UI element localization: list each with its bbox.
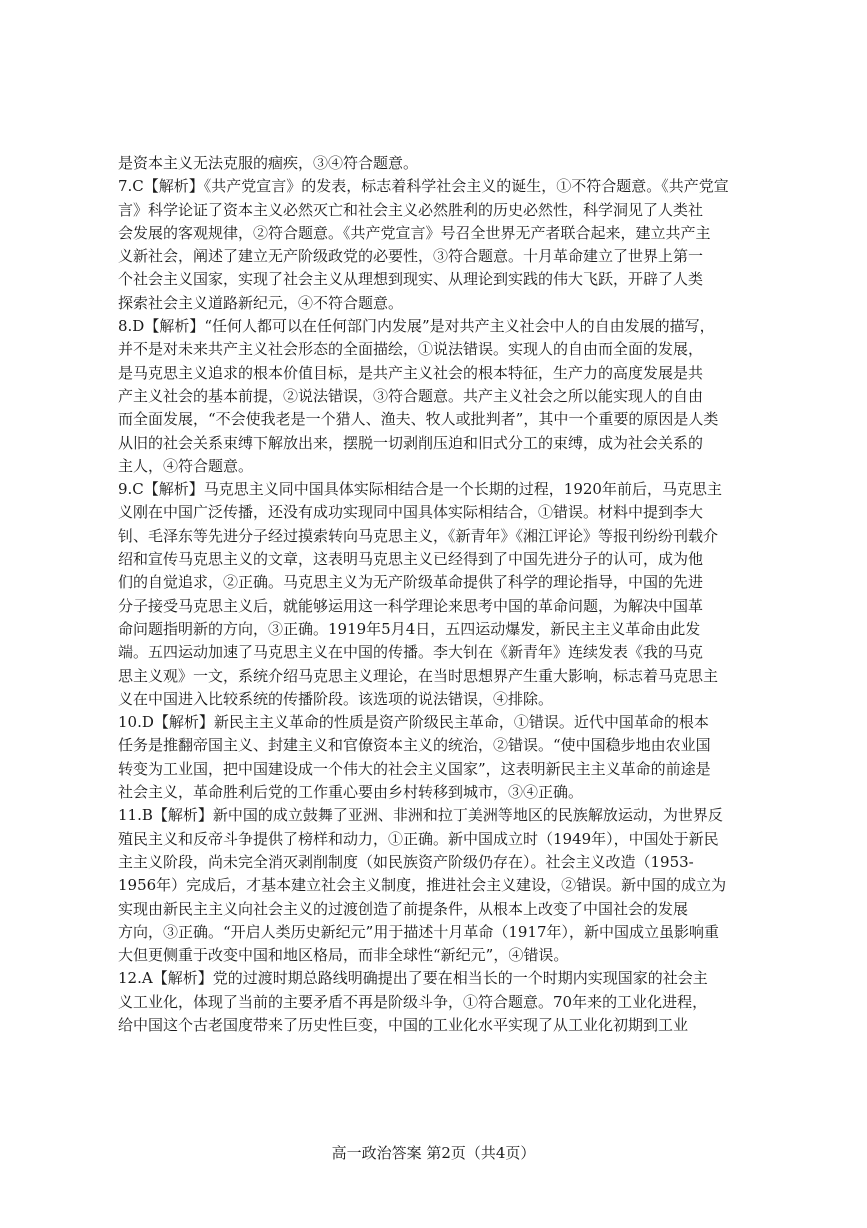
text-line: 主人，④符合题意。: [118, 456, 254, 475]
answer-text-body: [118, 152, 758, 1037]
text-line: 会发展的客观规律，②符合题意。《共产党宣言》号召全世界无产者联合起来，建立共产主: [118, 223, 711, 242]
page-footer: 高一政治答案 第2页（共4页）: [331, 1144, 536, 1162]
text-line: 10.D【解析】新民主主义革命的性质是资产阶级民主革命，①错误。近代中国革命的根本: [118, 713, 709, 732]
text-line: 们的自觉追求，②正确。马克思主义为无产阶级革命提供了科学的理论指导，中国的先进: [118, 573, 704, 592]
text-line: 实现由新民主主义向社会主义的过渡创造了前提条件，从根本上改变了中国社会的发展: [118, 899, 689, 918]
text-line: 并不是对未来共产主义社会形态的全面描绘，①说法错误。实现人的自由而全面的发展，: [118, 340, 704, 359]
text-line: 殖民主义和反帝斗争提供了榜样和动力，①正确。新中国成立时（1949年），中国处于新民: [118, 829, 719, 848]
text-line: 义新社会，阐述了建立无产阶级政党的必要性，③符合题意。十月革命建立了世界上第一: [118, 247, 704, 266]
text-line: 7.C【解析】《共产党宣言》的发表，标志着科学社会主义的诞生，①不符合题意。《共产党宣: [118, 177, 729, 196]
text-line: 端。五四运动加速了马克思主义在中国的传播。李大钊在《新青年》连续发表《我的马克: [118, 643, 704, 662]
text-line: 方向，③正确。“开启人类历史新纪元”用于描述十月革命（1917年），新中国成立虽影响重: [118, 922, 720, 941]
text-line: 义在中国进入比较系统的传播阶段。该选项的说法错误，④排除。: [118, 689, 554, 708]
text-line: 社会主义，革命胜利后党的工作重心要由乡村转移到城市，③④正确。: [118, 783, 584, 802]
text-line: 给中国这个古老国度带来了历史性巨变，中国的工业化水平实现了从工业化初期到工业: [118, 1015, 689, 1034]
text-line: 义工业化，体现了当前的主要矛盾不再是阶级斗争，①符合题意。70年来的工业化进程，: [118, 992, 708, 1011]
text-line: 言》科学论证了资本主义必然灭亡和社会主义必然胜利的历史必然性，科学洞见了人类社: [118, 200, 704, 219]
text-line: 大但更侧重于改变中国和地区格局，而非全球性“新纪元”，④错误。: [118, 946, 569, 965]
text-line: 主主义阶段，尚未完全消灭剥削制度（如民族资产阶级仍存在）。社会主义改造（1953-: [118, 852, 694, 871]
text-line: 是资本主义无法克服的痼疾，③④符合题意。: [118, 154, 419, 172]
text-line: 探索社会主义道路新纪元，④不符合题意。: [118, 293, 404, 312]
text-line: 11.B【解析】新中国的成立鼓舞了亚洲、非洲和拉丁美洲等地区的民族解放运动，为世界反: [118, 806, 723, 825]
text-line: 思主义观》一文，系统介绍马克思主义理论，在当时思想界产生重大影响，标志着马克思主: [118, 666, 719, 685]
text-line: 义刚在中国广泛传播，还没有成功实现同中国具体实际相结合，①错误。材料中提到李大: [118, 503, 704, 522]
text-line: 8.D【解析】“任何人都可以在任何部门内发展”是对共产主义社会中人的自由发展的描写，: [118, 317, 715, 336]
text-line: 转变为工业国，把中国建设成一个伟大的社会主义国家”，这表明新民主主义革命的前途是: [118, 759, 711, 778]
text-line: 产主义社会的基本前提，②说法错误，③符合题意。共产主义社会之所以能实现人的自由: [118, 386, 704, 405]
text-line: 钊、毛泽东等先进分子经过摸索转向马克思主义，《新青年》《湘江评论》等报刊纷纷刊载介: [118, 526, 719, 545]
text-line: 9.C【解析】马克思主义同中国具体实际相结合是一个长期的过程，1920年前后，马克思主: [118, 480, 722, 499]
text-line: 1956年）完成后，才基本建立社会主义制度，推进社会主义建设，②错误。新中国的成立为: [118, 876, 727, 895]
text-line: 绍和宣传马克思主义的文章，这表明马克思主义已经得到了中国先进分子的认可，成为他: [118, 550, 704, 569]
text-line: 任务是推翻帝国主义、封建主义和官僚资本主义的统治，②错误。“使中国稳步地由农业国: [118, 736, 711, 755]
text-line: 12.A【解析】党的过渡时期总路线明确提出了要在相当长的一个时期内实现国家的社会主: [118, 969, 708, 988]
text-line: 分子接受马克思主义后，就能够运用这一科学理论来思考中国的革命问题，为解决中国革: [118, 596, 704, 615]
text-line: 个社会主义国家，实现了社会主义从理想到现实、从理论到实践的伟大飞跃，开辟了人类: [118, 270, 704, 289]
text-line: 而全面发展，“不会使我老是一个猎人、渔夫、牧人或批判者”，其中一个重要的原因是人类: [118, 410, 719, 429]
text-line: 是马克思主义追求的根本价值目标，是共产主义社会的根本特征，生产力的高度发展是共: [118, 363, 704, 382]
text-line: 命问题指明新的方向，③正确。1919年5月4日，五四运动爆发，新民主主义革命由此发: [118, 619, 701, 638]
text-line: 从旧的社会关系束缚下解放出来，摆脱一切剥削压迫和旧式分工的束缚，成为社会关系的: [118, 433, 704, 452]
